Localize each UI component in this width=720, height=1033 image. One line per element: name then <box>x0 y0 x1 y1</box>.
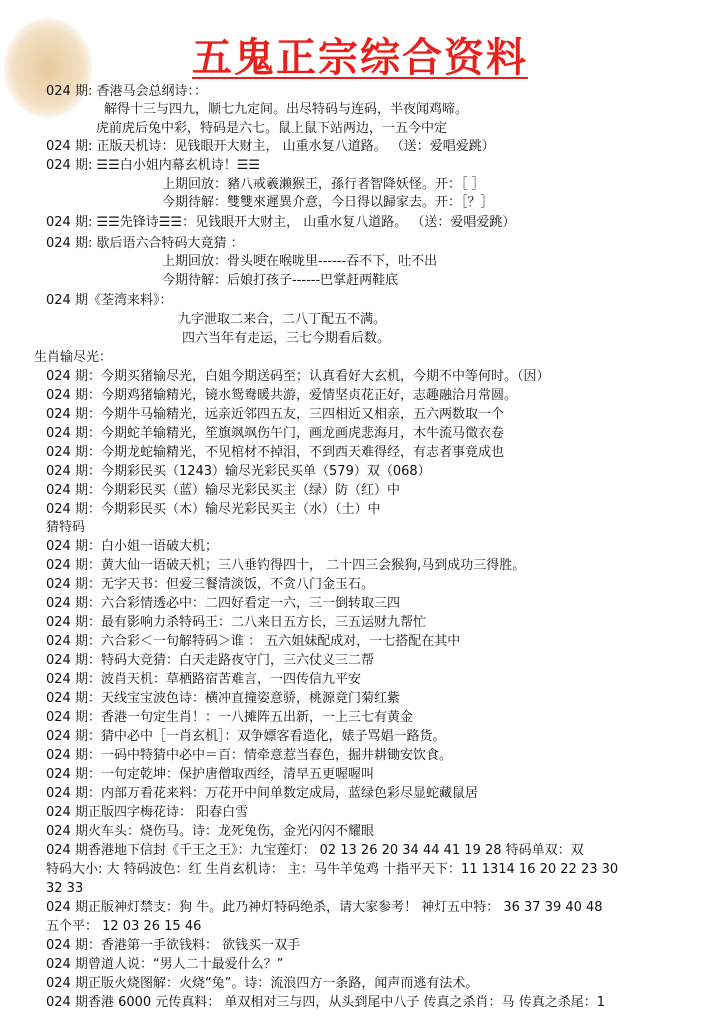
text-line: 024 期：今期龙蛇输精光，不见棺材不掉泪，不到西天难得经，有志者事竟成也 <box>46 445 504 460</box>
text-line: 024 期：白小姐一语破大机； <box>46 539 218 554</box>
text-line: 024 期：内部万看花来料：万花开中间单数定成局，蓝绿色彩尽显蛇藏鼠居 <box>46 786 478 801</box>
section-heading: 猜特码 <box>46 520 86 535</box>
text-line: 024 期：今期鸡猪输精光，镜水鸳鸯暖共游，爱情坚贞花正好，志趣融洽月常圆。 <box>46 388 517 403</box>
text-line: 虎前虎后兔中彩，特码是六七。鼠上鼠下站两边，一五今中定 <box>96 121 448 136</box>
text-line: 024 期香港 6000 元传真料： 单双相对三与四，从头到尾中八子 传真之杀肖：马 传真之杀尾：1 <box>46 995 605 1010</box>
text-line: 024 期：今期彩民买（木）输尽光彩民买主（水）（土）中 <box>46 502 381 517</box>
text-line: 024 期：黄大仙一语破天机；三八垂钓得四十， 二十四三会猴狗,马到成功三得胜。 <box>46 558 526 573</box>
text-line: 024 期: ☰☰先锋诗☰☰：见钱眼开大财主， 山重水复八道路。 （送：爱唱爱跳） <box>46 215 516 230</box>
text-line: 五个平： 12 03 26 15 46 <box>46 919 202 934</box>
text-line: 024 期曾道人说：“男人二十最爱什么？” <box>46 957 284 972</box>
text-line: 024 期：今期牛马输精光，远亲近邻四五友，三四相近又相亲，五六两数取一个 <box>46 407 504 422</box>
text-line: 024 期：六合彩＜一句解特码＞谁 ： 五六姐妹配成对，一七搭配在其中 <box>46 634 461 649</box>
text-line: 024 期：天线宝宝波色诗：横冲直撞姿意骄，桃源竟门菊红紫 <box>46 691 400 706</box>
text-line: 024 期正版火烧图解：火烧“兔”。诗：流浪四方一条路，闻声而逃有法术。 <box>46 976 479 991</box>
text-line: 32 33 <box>46 881 84 896</box>
text-line: 024 期《荃湾来料》： <box>46 293 173 308</box>
text-line: 024 期正版四字梅花诗： 阳春白雪 <box>46 805 249 820</box>
text-line: 024 期: 香港马会总纲诗：： <box>46 84 207 99</box>
text-line: 024 期: 歇后语六合特码大竟猜 ： <box>46 236 244 251</box>
text-line: 上期回放：豬八戒羲濑猴王，孫行者智降妖怪。开：［ ］ <box>162 177 485 192</box>
text-line: 024 期：今期买猪输尽光，白姐今期送码至；认真看好大玄机，今期不中等何时。（因） <box>46 369 550 384</box>
text-line: 024 期：今期蛇羊输精光，笙旗飒飒伤午门，画龙画虎悲海月，木牛流马徵衣卷 <box>46 426 504 441</box>
text-line: 024 期：香港一句定生肖！：一八摊阵五出新，一上三七有黄金 <box>46 710 413 725</box>
text-line: 024 期：一码中特猜中必中＝百：情牵意惹当春色，掘井耕锄安饮食。 <box>46 748 452 763</box>
text-line: 024 期: 正版天机诗：见钱眼开大财主， 山重水复八道路。 （送：爱唱爱跳） <box>46 139 495 154</box>
text-line: 024 期: ☰☰白小姐内幕玄机诗！☰☰ <box>46 158 261 173</box>
text-line: 024 期：波肖天机：草栖路宿苦难言，一四传信九平安 <box>46 672 361 687</box>
text-line: 024 期：一句定乾坤：保护唐僧取西经，清早五更喔喔叫 <box>46 767 374 782</box>
text-line: 024 期火车头：烧伤马。诗：龙死兔伤，金光闪闪不耀眼 <box>46 824 374 839</box>
text-line: 024 期：六合彩情透必中：二四好看定一六，三一倒转取三四 <box>46 596 400 611</box>
text-line: 024 期：无字天书：但爱三餐清淡饭，不贪八门金玉石。 <box>46 577 374 592</box>
text-line: 024 期：今期彩民买（1243）输尽光彩民买单（579）双（068） <box>46 464 431 479</box>
page-title: 五鬼正宗综合资料 <box>192 34 528 81</box>
text-line: 024 期：最有影响力杀特码王：二八来日五方长，三五运财九帮忙 <box>46 615 426 630</box>
text-line: 024 期：特码大竞猜：白天走路夜守门，三六仗义三二帮 <box>46 653 374 668</box>
text-line: 四六当年有走运，三七今期看后数。 <box>182 331 391 346</box>
text-line: 九字泄取二来合，二八丁配五不满。 <box>178 312 387 327</box>
text-line: 今期待解：雙雙來遲異介意，今日得以歸家去。开：［？］ <box>162 195 494 210</box>
section-heading: 生肖输尽光： <box>34 350 113 365</box>
text-line: 上期回放：骨头哽在喉咙里------吞不下，吐不出 <box>162 254 438 269</box>
text-line: 解得十三与四九，顺七九定间。出尽特码与连码，半夜闻鸡啼。 <box>104 102 469 117</box>
text-line: 024 期：猜中必中［一肖玄机］：双争嫖客看造化，婊子骂娼一路货。 <box>46 729 446 744</box>
text-line: 024 期：香港第一手欲钱料： 欲钱买一双手 <box>46 938 301 953</box>
text-line: 024 期正版神灯禁支：狗 牛。此乃神灯特码绝杀，请大家参考！ 神灯五中特： 36 37 39 40 48 <box>46 900 603 915</box>
text-line: 024 期香港地下信封《千王之王》：九宝莲灯： 02 13 26 20 34 44 41 19 28 特码单双：双 <box>46 843 584 858</box>
text-line: 今期待解：后娘打孩子------巴掌赶两鞋底 <box>162 273 399 288</box>
text-line: 024 期：今期彩民买（蓝）输尽光彩民买主（绿）防（红）中 <box>46 483 400 498</box>
text-line: 特码大小: 大 特码波色：红 生肖玄机诗： 主：马牛羊兔鸡 十指平天下：11 1314 16 20 22 23 30 <box>46 862 619 877</box>
